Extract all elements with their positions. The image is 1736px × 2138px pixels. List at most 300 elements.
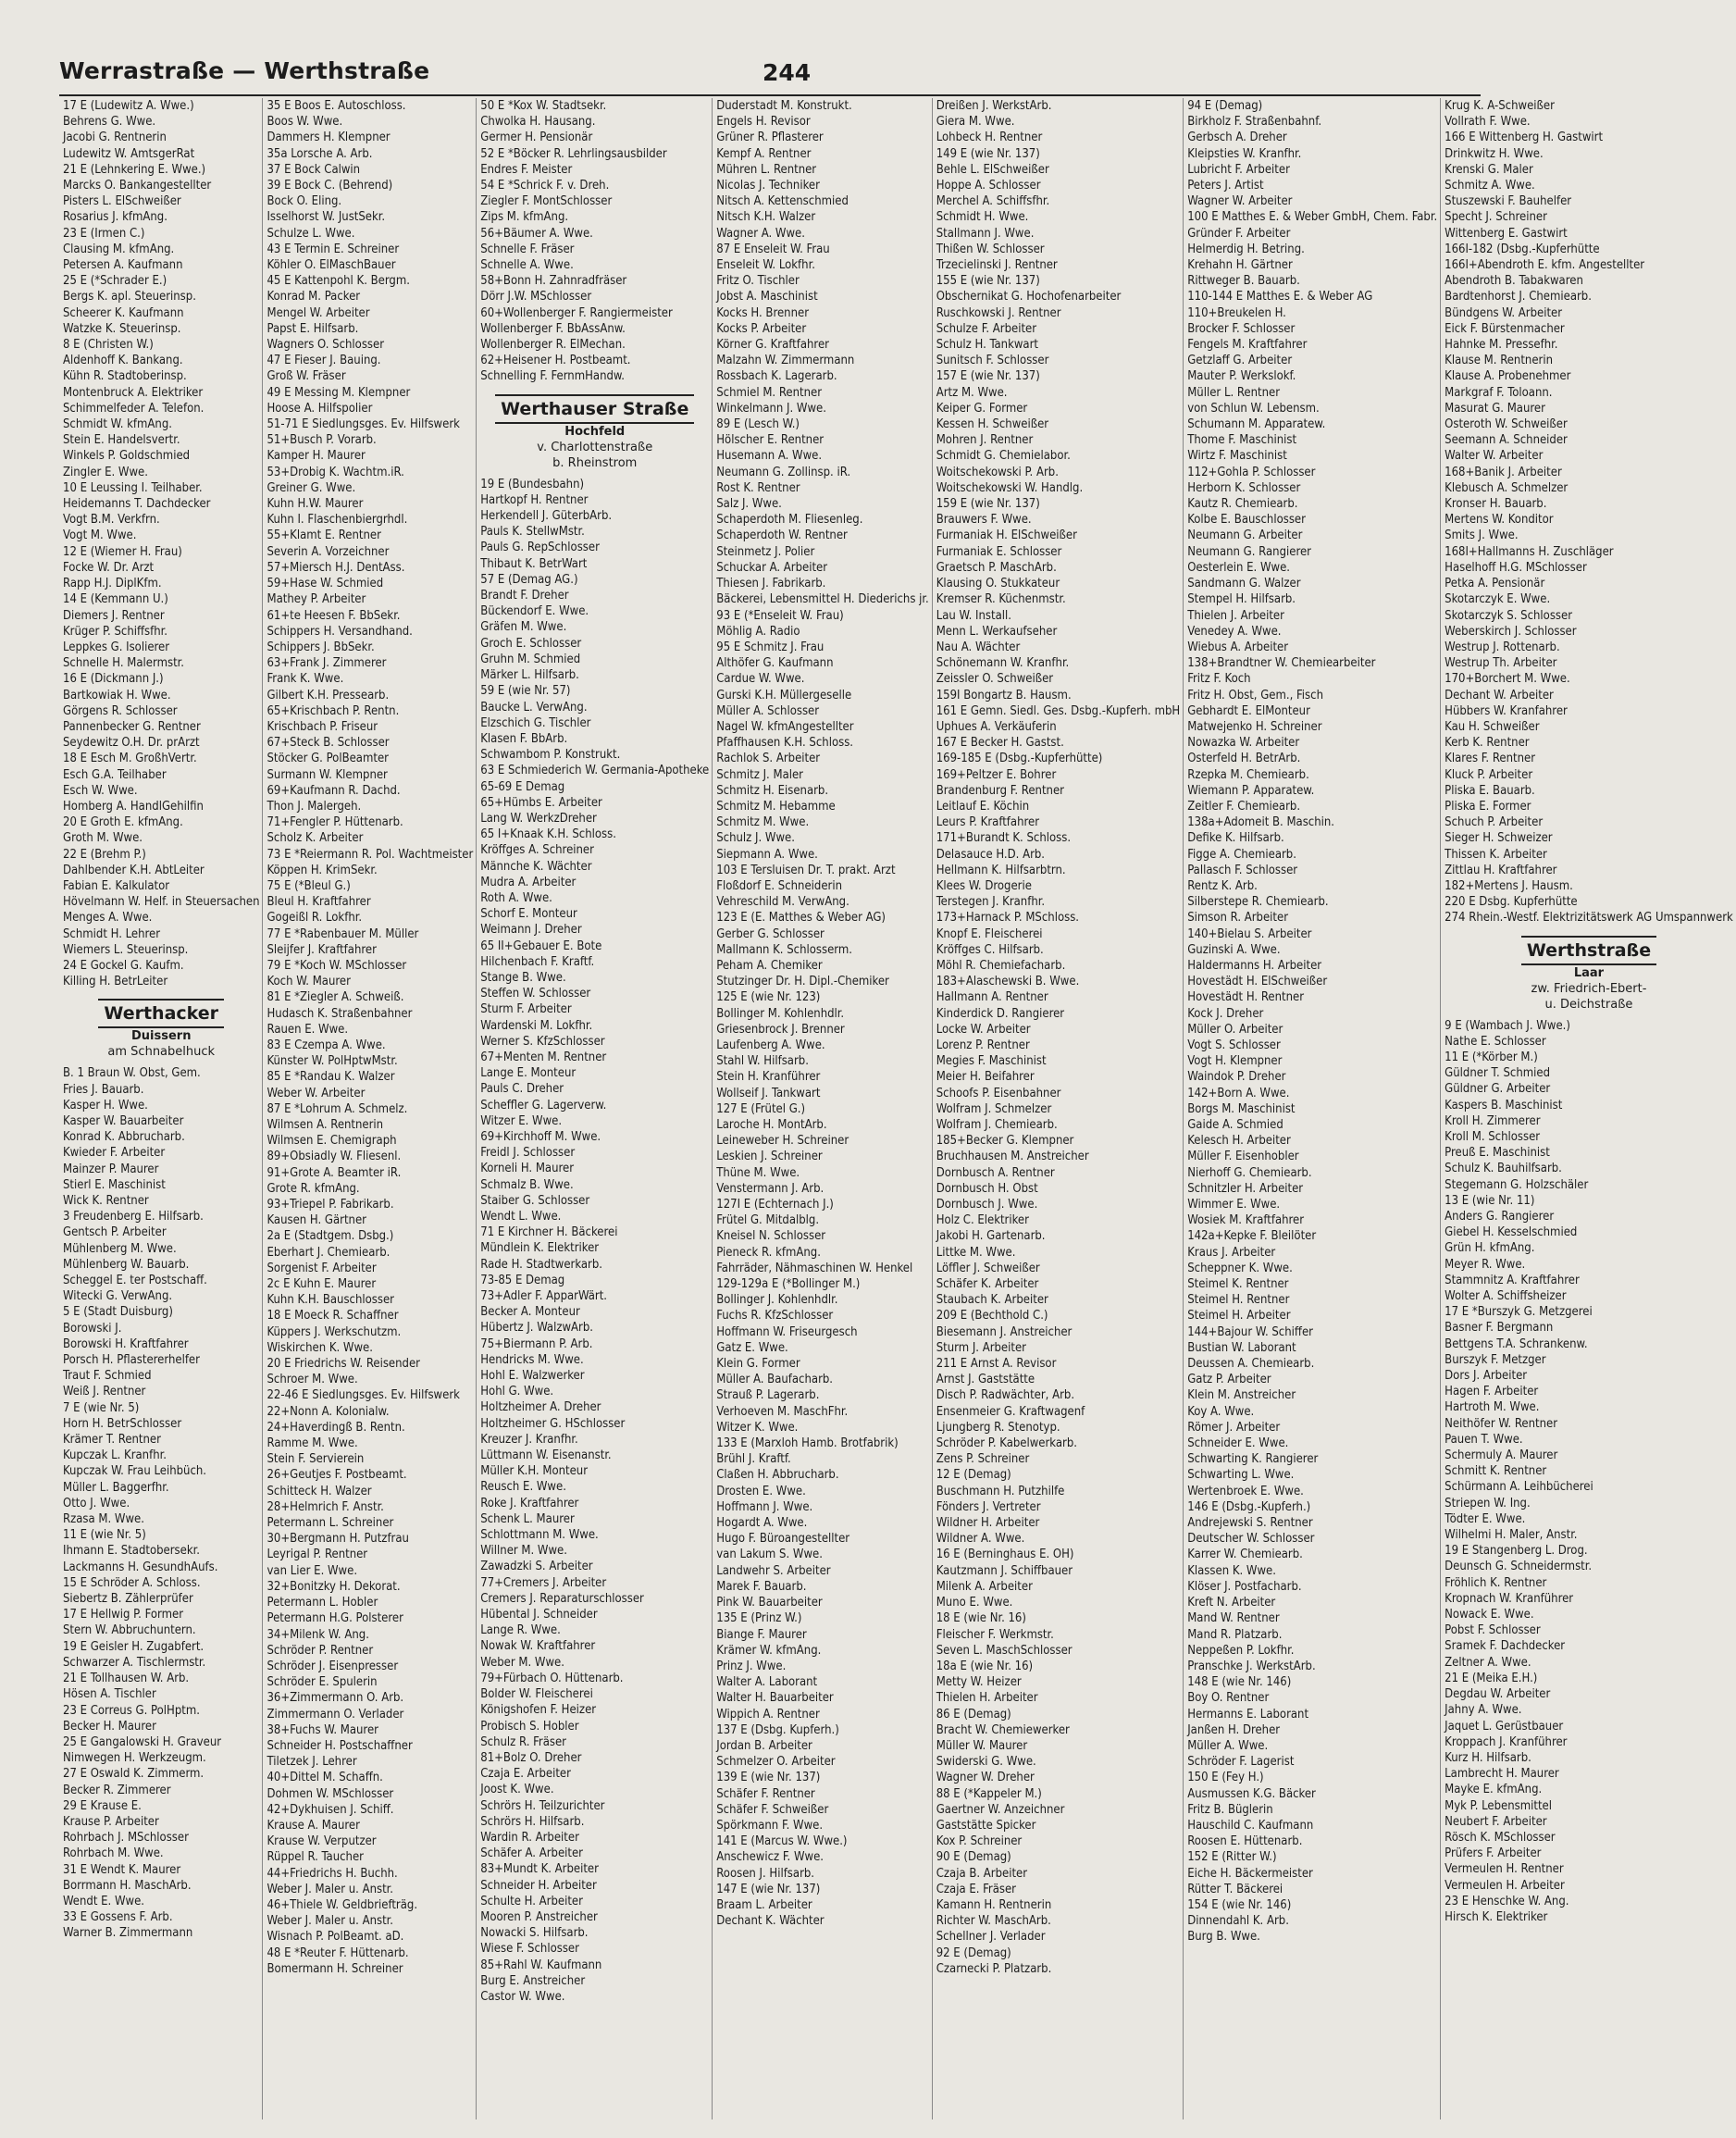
resident-entry: Deussen A. Chemiearb. xyxy=(1187,1357,1315,1372)
resident-entry: Hilchenbach F. Kraftf. xyxy=(480,954,595,969)
resident-entry: Kropnach W. Kranführer xyxy=(1445,1591,1574,1606)
resident-entry: Hoose A. Hilfspolier xyxy=(267,401,373,416)
resident-entry: Groß W. Fräser xyxy=(267,369,346,384)
resident-entry: Drinkwitz H. Wwe. xyxy=(1445,146,1544,161)
resident-entry: Kocks H. Brenner xyxy=(716,305,810,320)
resident-entry: 62+Heisener H. Postbeamt. xyxy=(480,354,631,368)
resident-entry: 133 E (Marxloh Hamb. Brotfabrik) xyxy=(716,1436,899,1451)
resident-entry: Boos W. Wwe. xyxy=(267,115,343,130)
resident-entry: Bartkowiak H. Wwe. xyxy=(63,688,171,702)
resident-entry: Kraus J. Arbeiter xyxy=(1187,1245,1276,1260)
resident-entry: Rzepka M. Chemiearb. xyxy=(1187,767,1309,782)
resident-entry: 87 E Enseleit W. Frau xyxy=(716,242,830,256)
resident-entry: Gebhardt E. ElMonteur xyxy=(1187,703,1310,718)
resident-entry: Bollinger J. Kohlenhdlr. xyxy=(716,1293,838,1308)
resident-entry: Schäfer F. Rentner xyxy=(716,1786,815,1801)
resident-entry: 83+Mundt K. Arbeiter xyxy=(480,1862,599,1877)
resident-entry: Sorgenist F. Arbeiter xyxy=(267,1261,377,1275)
resident-entry: Thiesen J. Fabrikarb. xyxy=(716,577,826,591)
resident-entry: Petka A. Pensionär xyxy=(1445,577,1545,591)
resident-entry: Preuß E. Maschinist xyxy=(1445,1146,1550,1161)
resident-entry: Petermann L. Schreiner xyxy=(267,1516,394,1531)
resident-entry: Schuckar A. Arbeiter xyxy=(716,560,828,575)
resident-entry: Lange R. Wwe. xyxy=(480,1623,561,1638)
resident-entry: Horn H. BetrSchlosser xyxy=(63,1416,182,1431)
resident-entry: 14 E (Kemmann U.) xyxy=(63,592,168,607)
resident-entry: Reusch E. Wwe. xyxy=(480,1480,566,1495)
resident-entry: Artz M. Wwe. xyxy=(936,385,1008,400)
street-range-title: Werrastraße — Werthstraße xyxy=(59,57,430,84)
resident-entry: Defike K. Hilfsarb. xyxy=(1187,831,1284,846)
resident-entry: Sandmann G. Walzer xyxy=(1187,577,1301,591)
resident-entry: 40+Dittel M. Schaffn. xyxy=(267,1771,383,1785)
resident-entry: Müller A. Schlosser xyxy=(716,703,820,718)
resident-entry: Kautzmann J. Schiffbauer xyxy=(936,1563,1073,1578)
resident-entry: Kau H. Schweißer xyxy=(1445,719,1540,734)
resident-entry: 63+Frank J. Zimmerer xyxy=(267,656,387,671)
resident-entry: Sturm F. Arbeiter xyxy=(480,1002,572,1017)
resident-entry: Männche K. Wächter xyxy=(480,859,592,874)
resident-entry: 22+Nonn A. Kolonialw. xyxy=(267,1404,390,1419)
resident-entry: Cardue W. Wwe. xyxy=(716,672,805,687)
resident-entry: Krug K. A-Schweißer xyxy=(1445,99,1555,113)
resident-entry: Rentz K. Arb. xyxy=(1187,878,1258,893)
resident-entry: Königshofen F. Heizer xyxy=(480,1703,597,1718)
resident-entry: 23 E (Irmen C.) xyxy=(63,226,145,241)
resident-entry: Frank K. Wwe. xyxy=(267,672,344,687)
resident-entry: Wagner W. Dreher xyxy=(936,1771,1035,1785)
resident-entry: 159 E (wie Nr. 137) xyxy=(936,497,1040,512)
resident-entry: 77+Cremers J. Arbeiter xyxy=(480,1575,607,1590)
resident-entry: Schmitz M. Wwe. xyxy=(716,815,810,830)
resident-entry: Schulz R. Fräser xyxy=(480,1734,566,1749)
resident-entry: Richter W. MaschArb. xyxy=(936,1914,1051,1929)
resident-entry: Cremers J. Reparaturschlosser xyxy=(480,1591,644,1606)
resident-entry: Kurz H. Hilfsarb. xyxy=(1445,1750,1531,1765)
resident-entry: Rost K. Rentner xyxy=(716,480,800,495)
resident-entry: Kausen H. Gärtner xyxy=(267,1213,366,1228)
resident-entry: Schroer M. Wwe. xyxy=(267,1373,358,1387)
resident-entry: 89+Obsiadly W. Fliesenl. xyxy=(267,1150,402,1164)
resident-entry: Czaja B. Arbeiter xyxy=(936,1866,1028,1881)
resident-entry: Schmitz M. Hebamme xyxy=(716,799,836,814)
resident-entry: Hohl G. Wwe. xyxy=(480,1385,554,1399)
resident-entry: Ihmann E. Stadtobersekr. xyxy=(63,1544,200,1559)
resident-entry: Nau A. Wächter xyxy=(936,640,1021,654)
resident-entry: Mühlenberg M. Wwe. xyxy=(63,1241,177,1256)
resident-entry: Wisnach P. PolBeamt. aD. xyxy=(267,1930,404,1945)
resident-entry: van Lakum S. Wwe. xyxy=(716,1548,823,1562)
resident-entry: Andrejewski S. Rentner xyxy=(1187,1516,1313,1531)
resident-entry: Littke M. Wwe. xyxy=(936,1245,1016,1260)
resident-entry: Keiper G. Former xyxy=(936,401,1028,416)
resident-entry: Wagner W. Arbeiter xyxy=(1187,194,1293,209)
resident-entry: Westrup Th. Arbeiter xyxy=(1445,656,1557,671)
resident-entry: Kerb K. Rentner xyxy=(1445,736,1530,751)
resident-entry: Rittweger B. Bauarb. xyxy=(1187,274,1300,289)
resident-entry: Kroppach J. Kranführer xyxy=(1445,1734,1568,1749)
resident-entry: Striepen W. Ing. xyxy=(1445,1496,1531,1510)
resident-entry: Milenk A. Arbeiter xyxy=(936,1579,1033,1594)
resident-entry: Schuch P. Arbeiter xyxy=(1445,815,1544,830)
resident-entry: Kuhn H.W. Maurer xyxy=(267,497,364,512)
resident-entry: Schäfer A. Arbeiter xyxy=(480,1846,583,1861)
resident-entry: Gaststätte Spicker xyxy=(936,1818,1036,1833)
resident-entry: Schippers H. Versandhand. xyxy=(267,624,413,639)
resident-entry: Pieneck R. kfmAng. xyxy=(716,1245,821,1260)
resident-entry: 161 E Gemn. Siedl. Ges. Dsbg.-Kupferh. mbH xyxy=(936,703,1181,718)
resident-entry: Wertenbroek E. Wwe. xyxy=(1187,1484,1304,1498)
resident-entry: Severin A. Vorzeichner xyxy=(267,544,390,559)
resident-entry: Hövelmann W. Helf. in Steuersachen xyxy=(63,895,260,910)
resident-entry: 154 E (wie Nr. 146) xyxy=(1187,1897,1292,1912)
resident-entry: Rapp H.J. DiplKfm. xyxy=(63,577,162,591)
resident-entry: Wendt E. Wwe. xyxy=(63,1894,144,1908)
resident-entry: Kasper W. Bauarbeiter xyxy=(63,1113,184,1128)
resident-entry: Kluck P. Arbeiter xyxy=(1445,767,1533,782)
resident-entry: Castor W. Wwe. xyxy=(480,1989,565,2004)
resident-entry: Hölscher E. Rentner xyxy=(716,433,825,448)
resident-entry: Schäfer F. Schweißer xyxy=(716,1802,829,1817)
resident-entry: Waindok P. Dreher xyxy=(1187,1070,1286,1085)
resident-entry: Wilmsen A. Rentnerin xyxy=(267,1118,384,1132)
directory-column xyxy=(713,98,932,2119)
resident-entry: Knopf E. Fleischerei xyxy=(936,926,1043,941)
resident-entry: Wiemann P. Apparatew. xyxy=(1187,783,1315,798)
resident-entry: Krüger P. Schiffsfhr. xyxy=(63,624,168,639)
resident-entry: Zeitler F. Chemiearb. xyxy=(1187,799,1301,814)
resident-entry: Hübertz J. WalzwArb. xyxy=(480,1321,593,1336)
resident-entry: Steimel H. Rentner xyxy=(1187,1293,1290,1308)
resident-entry: Engels H. Revisor xyxy=(716,115,811,130)
resident-entry: 12 E (Wiemer H. Frau) xyxy=(63,544,182,559)
resident-entry: Wolfram J. Schmelzer xyxy=(936,1101,1052,1116)
resident-entry: 59 E (wie Nr. 57) xyxy=(480,684,571,699)
resident-entry: Bergs K. apl. Steuerinsp. xyxy=(63,290,196,305)
resident-entry: Braam L. Arbeiter xyxy=(716,1897,812,1912)
resident-entry: 110+Breukelen H. xyxy=(1187,305,1286,320)
resident-entry: Mauter P. Werkslokf. xyxy=(1187,369,1296,384)
resident-entry: 155 E (wie Nr. 137) xyxy=(936,274,1040,289)
resident-entry: Kremser R. Küchenmstr. xyxy=(936,592,1066,607)
resident-entry: 183+Alaschewski B. Wwe. xyxy=(936,975,1080,989)
resident-entry: 5 E (Stadt Duisburg) xyxy=(63,1305,173,1320)
resident-entry: Wimmer E. Wwe. xyxy=(1187,1198,1281,1212)
resident-entry: 27 E Oswald K. Zimmerm. xyxy=(63,1767,205,1782)
resident-entry: 2a E (Stadtgem. Dsbg.) xyxy=(267,1229,394,1244)
resident-entry: Schulte H. Arbeiter xyxy=(480,1894,583,1908)
resident-entry: Wick K. Rentner xyxy=(63,1194,149,1208)
resident-entry: Schröder P. Rentner xyxy=(267,1643,374,1658)
resident-entry: Warner B. Zimmermann xyxy=(63,1926,193,1941)
resident-entry: Ludewitz W. AmtsgerRat xyxy=(63,146,195,161)
resident-entry: Nitsch A. Kettenschmied xyxy=(716,194,849,209)
resident-entry: 85 E *Randau K. Walzer xyxy=(267,1070,395,1085)
resident-entry: Sunitsch F. Schlosser xyxy=(936,354,1049,368)
resident-entry: 56+Bäumer A. Wwe. xyxy=(480,226,593,241)
resident-entry: Esch G.A. Teilhaber xyxy=(63,767,167,782)
resident-entry: 173+Harnack P. MSchloss. xyxy=(936,911,1079,926)
resident-entry: Wiese F. Schlosser xyxy=(480,1942,579,1957)
resident-entry: Bardtenhorst J. Chemiearb. xyxy=(1445,290,1592,305)
resident-entry: Megies F. Maschinist xyxy=(936,1054,1047,1069)
resident-entry: Fuchs R. KfzSchlosser xyxy=(716,1309,834,1324)
resident-entry: Surmann W. Klempner xyxy=(267,767,388,782)
resident-entry: Dors J. Arbeiter xyxy=(1445,1369,1528,1384)
resident-entry: Weimann J. Dreher xyxy=(480,923,582,938)
resident-entry: 51-71 E Siedlungsges. Ev. Hilfswerk xyxy=(267,417,460,432)
resident-entry: 71 E Kirchner H. Bäckerei xyxy=(480,1225,618,1240)
resident-entry: Steinmetz J. Polier xyxy=(716,544,815,559)
resident-entry: Giera M. Wwe. xyxy=(936,115,1015,130)
resident-entry: Hohl E. Walzwerker xyxy=(480,1369,585,1384)
resident-entry: Steimel K. Rentner xyxy=(1187,1277,1289,1292)
resident-entry: Jakobi H. Gartenarb. xyxy=(936,1229,1046,1244)
resident-entry: Lambrecht H. Maurer xyxy=(1445,1767,1559,1782)
resident-entry: Nowack E. Wwe. xyxy=(1445,1608,1534,1622)
resident-entry: 138a+Adomeit B. Maschin. xyxy=(1187,815,1335,830)
resident-entry: Klees W. Drogerie xyxy=(936,878,1032,893)
resident-entry: Schneider H. Arbeiter xyxy=(480,1878,597,1893)
resident-entry: Lohbeck H. Rentner xyxy=(936,131,1043,145)
resident-entry: 18 E Esch M. GroßhVertr. xyxy=(63,752,197,766)
resident-entry: Marcks O. Bankangestellter xyxy=(63,179,212,193)
resident-entry: Hoffmann W. Friseurgesch xyxy=(716,1324,858,1339)
resident-entry: Grün H. kfmAng. xyxy=(1445,1241,1535,1256)
resident-entry: Woitschekowski W. Handlg. xyxy=(936,480,1084,495)
resident-entry: 17 E (Ludewitz A. Wwe.) xyxy=(63,99,194,113)
resident-entry: Meier H. Beifahrer xyxy=(936,1070,1035,1085)
resident-entry: Bückendorf E. Wwe. xyxy=(480,604,589,619)
resident-entry: Krause W. Verputzer xyxy=(267,1834,377,1849)
resident-entry: Willner M. Wwe. xyxy=(480,1544,567,1559)
resident-entry: Borowski H. Kraftfahrer xyxy=(63,1336,189,1351)
resident-entry: Schmitz H. Eisenarb. xyxy=(716,783,829,798)
resident-entry: Wilmsen E. Chemigraph xyxy=(267,1134,397,1149)
resident-entry: Klein G. Former xyxy=(716,1357,800,1372)
resident-entry: Marek F. Bauarb. xyxy=(716,1579,807,1594)
resident-entry: Hellmann K. Hilfsarbtrn. xyxy=(936,863,1066,877)
resident-entry: Schaperdoth M. Fliesenleg. xyxy=(716,513,863,528)
resident-entry: Pauls C. Dreher xyxy=(480,1082,564,1097)
resident-entry: Eick F. Bürstenmacher xyxy=(1445,321,1565,336)
page-number: 244 xyxy=(763,59,812,86)
resident-entry: Sturm J. Arbeiter xyxy=(936,1340,1026,1355)
resident-entry: Becker H. Maurer xyxy=(63,1719,156,1734)
resident-entry: 73 E *Reiermann R. Pol. Wachtmeister xyxy=(267,847,474,862)
resident-entry: Schlottmann M. Wwe. xyxy=(480,1528,599,1543)
resident-entry: Wittenberg E. Gastwirt xyxy=(1445,226,1568,241)
resident-entry: Steffen W. Schlosser xyxy=(480,987,591,1001)
resident-entry: Müller W. Maurer xyxy=(936,1738,1028,1753)
resident-entry: 26+Geutjes F. Postbeamt. xyxy=(267,1468,407,1483)
resident-entry: Gurski K.H. Müllergeselle xyxy=(716,688,852,702)
resident-entry: Wendt L. Wwe. xyxy=(480,1210,562,1224)
resident-entry: Karrer W. Chemiearb. xyxy=(1187,1548,1303,1562)
resident-entry: Mayke E. kfmAng. xyxy=(1445,1783,1543,1797)
resident-entry: Kolbe E. Bauschlosser xyxy=(1187,513,1306,528)
resident-entry: Stierl E. Maschinist xyxy=(63,1177,166,1192)
resident-entry: Möhlig A. Radio xyxy=(716,624,800,639)
resident-entry: Roosen J. Hilfsarb. xyxy=(716,1866,815,1881)
resident-entry: Thißen W. Schlosser xyxy=(936,242,1045,256)
resident-entry: Salz J. Wwe. xyxy=(716,497,782,512)
resident-entry: Schoofs P. Eisenbahner xyxy=(936,1086,1061,1100)
resident-entry: Dahlbender K.H. AbtLeiter xyxy=(63,863,205,877)
resident-entry: Hudasch K. Straßenbahner xyxy=(267,1006,413,1021)
resident-entry: Wiemers L. Steuerinsp. xyxy=(63,942,189,957)
resident-entry: 21 E (Lehnkering E. Wwe.) xyxy=(63,162,206,177)
resident-entry: Kreuzer J. Kranfhr. xyxy=(480,1432,578,1447)
resident-entry: Ausmussen K.G. Bäcker xyxy=(1187,1786,1316,1801)
resident-entry: 8 E (Christen W.) xyxy=(63,338,154,353)
resident-entry: Becker R. Zimmerer xyxy=(63,1783,171,1797)
resident-entry: Eiche H. Bäckermeister xyxy=(1187,1866,1313,1881)
resident-entry: Peters J. Artist xyxy=(1187,179,1264,193)
resident-entry: Dörr J.W. MSchlosser xyxy=(480,290,592,305)
resident-entry: 60+Wollenberger F. Rangiermeister xyxy=(480,305,673,320)
resident-entry: Müller A. Baufacharb. xyxy=(716,1373,834,1387)
resident-entry: Steimel H. Arbeiter xyxy=(1187,1309,1291,1324)
resident-entry: Masurat G. Maurer xyxy=(1445,401,1545,416)
resident-entry: Schwarzer A. Tischlermstr. xyxy=(63,1655,206,1670)
resident-entry: 65 I+Knaak K.H. Schloss. xyxy=(480,827,616,842)
resident-entry: Pink W. Bauarbeiter xyxy=(716,1596,823,1610)
resident-entry: Ljungberg R. Stenotyp. xyxy=(936,1420,1060,1435)
street-name: Werthauser Straße xyxy=(495,394,694,424)
resident-entry: Smits J. Wwe. xyxy=(1445,528,1519,543)
resident-entry: Dornbusch J. Wwe. xyxy=(936,1198,1038,1212)
resident-entry: Hoppe A. Schlosser xyxy=(936,179,1041,193)
resident-entry: Weberskirch J. Schlosser xyxy=(1445,624,1577,639)
resident-entry: Vogt S. Schlosser xyxy=(1187,1038,1281,1052)
resident-entry: Greiner G. Wwe. xyxy=(267,480,356,495)
resident-entry: Hovestädt H. Rentner xyxy=(1187,990,1305,1005)
resident-entry: Graetsch P. MaschArb. xyxy=(936,560,1057,575)
resident-entry: Wollseif J. Tankwart xyxy=(716,1086,821,1100)
resident-entry: Nagel W. kfmAngestellter xyxy=(716,719,854,734)
resident-entry: 54 E *Schrick F. v. Dreh. xyxy=(480,179,610,193)
resident-entry: Scheggel E. ter Postschaff. xyxy=(63,1274,207,1288)
resident-entry: 209 E (Bechthold C.) xyxy=(936,1309,1048,1324)
resident-entry: 141 E (Marcus W. Wwe.) xyxy=(716,1834,848,1849)
resident-entry: 123 E (E. Matthes & Weber AG) xyxy=(716,911,886,926)
resident-entry: Pfaffhausen K.H. Schloss. xyxy=(716,736,854,751)
resident-entry: Anschewicz F. Wwe. xyxy=(716,1850,825,1865)
resident-entry: 220 E Dsbg. Kupferhütte xyxy=(1445,895,1578,910)
resident-entry: Dechant K. Wächter xyxy=(716,1914,825,1929)
resident-entry: Petermann L. Hobler xyxy=(267,1596,378,1610)
resident-entry: Ramme M. Wwe. xyxy=(267,1436,358,1451)
resident-entry: Gruhn M. Schmied xyxy=(480,652,581,666)
resident-entry: Nierhoff G. Chemiearb. xyxy=(1187,1165,1312,1180)
resident-entry: Stuszewski F. Bauhelfer xyxy=(1445,194,1572,209)
resident-entry: Germer H. Pensionär xyxy=(480,131,593,145)
resident-entry: 140+Bielau S. Arbeiter xyxy=(1187,926,1312,941)
resident-entry: Müller O. Arbeiter xyxy=(1187,1022,1283,1037)
resident-entry: Walter W. Arbeiter xyxy=(1445,449,1544,464)
resident-entry: Kempf A. Rentner xyxy=(716,146,812,161)
resident-entry: Gräfen M. Wwe. xyxy=(480,620,567,635)
resident-entry: Wardin R. Arbeiter xyxy=(480,1830,579,1845)
resident-entry: 144+Bajour W. Schiffer xyxy=(1187,1324,1313,1339)
district-name: Duissern xyxy=(131,1029,192,1044)
resident-entry: Stöcker G. PolBeamter xyxy=(267,752,389,766)
resident-entry: Brocker F. Schlosser xyxy=(1187,321,1296,336)
resident-entry: Weiß J. Rentner xyxy=(63,1385,146,1399)
resident-entry: 34+Milenk W. Ang. xyxy=(267,1627,369,1642)
resident-entry: Jobst A. Maschinist xyxy=(716,290,818,305)
resident-entry: 37 E Bock Calwin xyxy=(267,162,361,177)
resident-entry: Hallmann A. Rentner xyxy=(936,990,1048,1005)
resident-entry: 93 E (*Enseleit W. Frau) xyxy=(716,608,844,623)
resident-entry: Weber M. Wwe. xyxy=(480,1655,564,1670)
resident-entry: Nicolas J. Techniker xyxy=(716,179,820,193)
resident-entry: Scheerer K. Kaufmann xyxy=(63,305,184,320)
resident-entry: Wolfram J. Chemiearb. xyxy=(936,1118,1058,1132)
resident-entry: Degdau W. Arbeiter xyxy=(1445,1687,1551,1702)
resident-entry: Schulz J. Wwe. xyxy=(716,831,795,846)
resident-entry: Schmidt G. Chemielabor. xyxy=(936,449,1071,464)
resident-entry: Stern W. Abbruchuntern. xyxy=(63,1623,196,1638)
resident-entry: Schitteck H. Walzer xyxy=(267,1484,372,1498)
resident-entry: Koch W. Maurer xyxy=(267,975,351,989)
resident-entry: Basner F. Bergmann xyxy=(1445,1321,1554,1336)
resident-entry: 138+Brandtner W. Chemiearbeiter xyxy=(1187,656,1376,671)
resident-entry: Fritz F. Koch xyxy=(1187,672,1251,687)
resident-entry: Schönemann W. Kranfhr. xyxy=(936,656,1070,671)
resident-entry: Killing H. BetrLeiter xyxy=(63,975,168,989)
resident-entry: Schmidt H. Lehrer xyxy=(63,926,161,941)
street-section-header xyxy=(1445,936,1733,1013)
resident-entry: 24 E Gockel G. Kaufm. xyxy=(63,958,184,973)
resident-entry: Kröffges C. Hilfsarb. xyxy=(936,942,1044,957)
resident-entry: Thome F. Maschinist xyxy=(1187,433,1297,448)
resident-entry: 18 E (wie Nr. 16) xyxy=(936,1611,1026,1626)
resident-entry: 65+Krischbach P. Rentn. xyxy=(267,703,400,718)
resident-entry: Tiletzek J. Lehrer xyxy=(267,1755,357,1770)
resident-entry: 166 E Wittenberg H. Gastwirt xyxy=(1445,131,1604,145)
resident-entry: Terstegen J. Kranfhr. xyxy=(936,895,1046,910)
resident-entry: Krämer T. Rentner xyxy=(63,1433,161,1448)
directory-column xyxy=(59,98,263,2119)
resident-entry: Wiskirchen K. Wwe. xyxy=(267,1340,373,1355)
resident-entry: Staiber G. Schlosser xyxy=(480,1193,590,1208)
resident-entry: Rüppel R. Taucher xyxy=(267,1850,364,1865)
resident-entry: Müller L. Rentner xyxy=(1187,385,1281,400)
resident-entry: Delasauce H.D. Arb. xyxy=(936,847,1046,862)
resident-entry: 23 E Correus G. PolHptm. xyxy=(63,1703,200,1718)
resident-entry: Wildner A. Wwe. xyxy=(936,1532,1025,1547)
resident-entry: Klares F. Rentner xyxy=(1445,752,1536,766)
resident-entry: Leyrigal P. Rentner xyxy=(267,1548,368,1562)
resident-entry: 3 Freudenberg E. Hilfsarb. xyxy=(63,1210,204,1224)
resident-entry: 33 E Gossens F. Arb. xyxy=(63,1910,173,1925)
resident-entry: 95 E Schmitz J. Frau xyxy=(716,640,825,654)
resident-entry: Gaertner W. Anzeichner xyxy=(936,1802,1065,1817)
resident-entry: Buschmann H. Putzhilfe xyxy=(936,1484,1065,1498)
resident-entry: Stange B. Wwe. xyxy=(480,970,566,985)
resident-entry: Zens P. Schreiner xyxy=(936,1452,1030,1467)
resident-entry: 22 E (Brehm P.) xyxy=(63,847,146,862)
resident-entry: 125 E (wie Nr. 123) xyxy=(716,990,821,1005)
resident-entry: Zimmermann O. Verlader xyxy=(267,1707,404,1722)
resident-entry: 50 E *Kox W. Stadtsekr. xyxy=(480,99,607,113)
resident-entry: Swiderski G. Wwe. xyxy=(936,1755,1036,1770)
resident-entry: Schmelzer O. Arbeiter xyxy=(716,1755,836,1770)
resident-entry: Obschernikat G. Hochofenarbeiter xyxy=(936,290,1122,305)
resident-entry: Menn L. Werkaufseher xyxy=(936,624,1058,639)
